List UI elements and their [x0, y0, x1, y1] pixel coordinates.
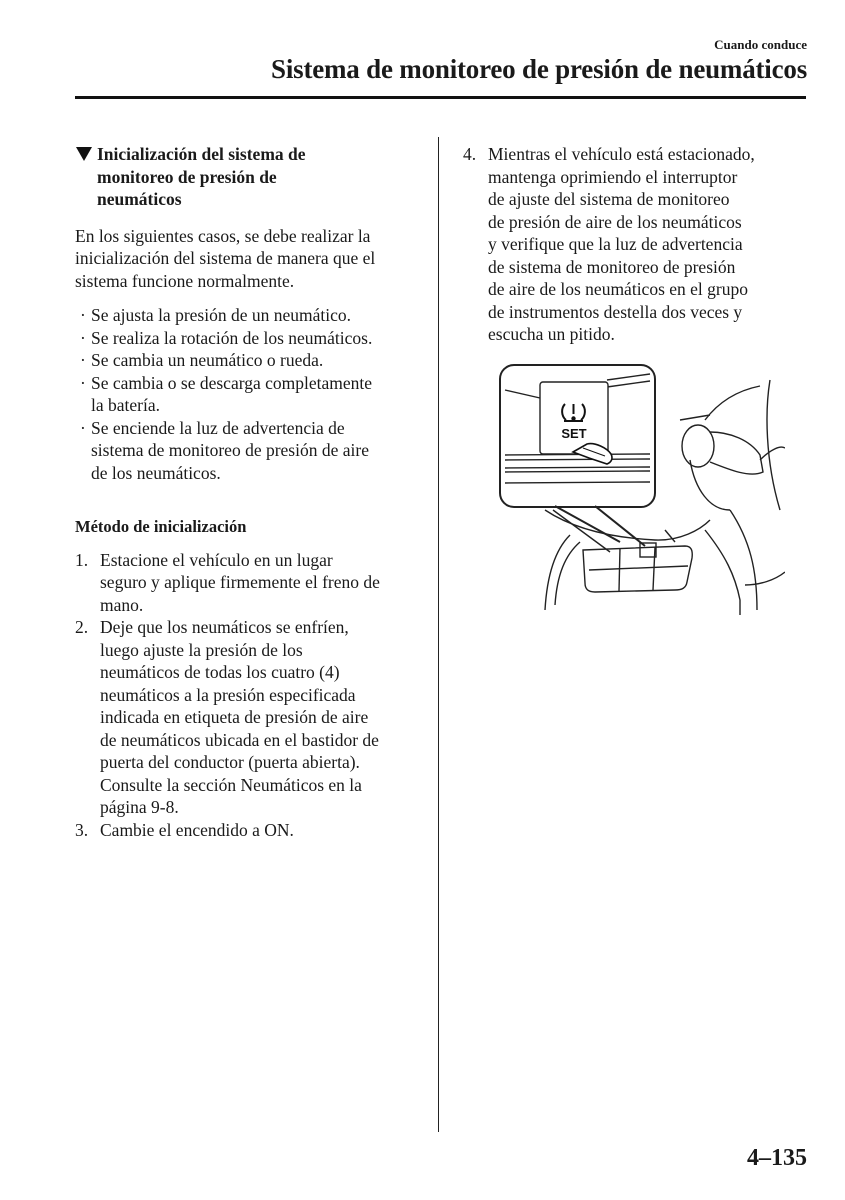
- step-item: [75, 616, 420, 819]
- step-line: Cambie el encendido a ON.: [100, 819, 294, 840]
- step-line: página 9-8.: [100, 797, 179, 817]
- method-heading: Método de inicialización: [75, 517, 247, 536]
- case-line: sistema de monitoreo de presión de aire: [91, 440, 369, 460]
- case-line: Se cambia un neumático o rueda.: [91, 350, 324, 370]
- bullet-dot: ·: [80, 305, 86, 325]
- step-line: y verifique que la luz de advertencia: [488, 234, 743, 254]
- right-column: [463, 143, 808, 346]
- case-line: Se enciende la luz de advertencia de: [91, 417, 345, 438]
- step-number: 3.: [75, 819, 89, 840]
- step-line: puerta del conductor (puerta abierta).: [100, 752, 360, 772]
- step-number: 2.: [75, 617, 89, 637]
- left-column: [75, 143, 420, 841]
- case-item: [75, 349, 420, 372]
- bullet-dot: ·: [80, 372, 86, 393]
- step-line: indicada en etiqueta de presión de aire: [100, 707, 369, 727]
- case-line: Se ajusta la presión de un neumático.: [91, 305, 351, 325]
- chapter-label: Cuando conduce: [714, 37, 807, 52]
- step-line: mano.: [100, 594, 144, 615]
- case-item: [75, 327, 420, 350]
- step-list: [75, 549, 420, 842]
- step-number: 1.: [75, 549, 89, 570]
- set-switch-illustration: [495, 360, 785, 615]
- intro-line: inicialización del sistema de manera que el: [75, 248, 376, 268]
- step-line: de neumáticos ubicada en el bastidor de: [100, 729, 379, 750]
- heading-line: neumáticos: [97, 189, 182, 209]
- intro-line: En los siguientes casos, se debe realizar la: [75, 225, 371, 246]
- case-line: Se cambia o se descarga completamente: [91, 372, 373, 393]
- heading-line: monitoreo de presión de: [97, 166, 277, 187]
- case-list: [75, 304, 420, 484]
- case-item: [75, 304, 420, 327]
- page-title: Sistema de monitoreo de presión de neumáticos: [271, 54, 807, 84]
- set-button-label: SET: [561, 426, 587, 441]
- case-item: [75, 372, 420, 417]
- title-rule: [75, 96, 806, 99]
- triangle-down-icon: [76, 147, 92, 161]
- column-divider: [438, 137, 439, 1132]
- step-line: neumáticos de todas los cuatro (4): [100, 662, 340, 682]
- page-number: 4–135: [747, 1145, 807, 1171]
- case-line: la batería.: [91, 395, 160, 415]
- bullet-dot: ·: [80, 327, 86, 348]
- step-line: Estacione el vehículo en un lugar: [100, 549, 333, 570]
- heading-line: Inicialización del sistema de: [97, 144, 306, 164]
- bullet-dot: ·: [80, 417, 86, 438]
- step-item: [75, 549, 420, 617]
- step-line: seguro y aplique firmemente el freno de: [100, 572, 380, 592]
- step-line: escucha un pitido.: [488, 324, 615, 344]
- step-line: de presión de aire de los neumáticos: [488, 211, 742, 232]
- step-line: neumáticos a la presión especificada: [100, 684, 356, 705]
- step-line: mantenga oprimiendo el interruptor: [488, 166, 738, 187]
- section-heading: [75, 143, 420, 211]
- step-line: de sistema de monitoreo de presión: [488, 256, 736, 277]
- intro-line: sistema funcione normalmente.: [75, 270, 295, 291]
- step-line: de instrumentos destella dos veces y: [488, 301, 743, 322]
- step-line: Mientras el vehículo está estacionado,: [488, 144, 755, 164]
- step-line: de ajuste del sistema de monitoreo: [488, 189, 730, 209]
- bullet-dot: ·: [80, 350, 86, 370]
- step-line: Deje que los neumáticos se enfríen,: [100, 617, 349, 637]
- case-item: [75, 417, 420, 485]
- step-line: luego ajuste la presión de los: [100, 639, 303, 660]
- step-line: de aire de los neumáticos en el grupo: [488, 279, 748, 299]
- step-line: Consulte la sección Neumáticos en la: [100, 774, 362, 795]
- case-line: Se realiza la rotación de los neumáticos.: [91, 327, 373, 348]
- step-list: [463, 143, 808, 346]
- step-number: 4.: [463, 144, 477, 164]
- step-item: [75, 819, 420, 842]
- case-line: de los neumáticos.: [91, 462, 221, 483]
- step-item: [463, 143, 808, 346]
- intro-paragraph: [75, 225, 420, 293]
